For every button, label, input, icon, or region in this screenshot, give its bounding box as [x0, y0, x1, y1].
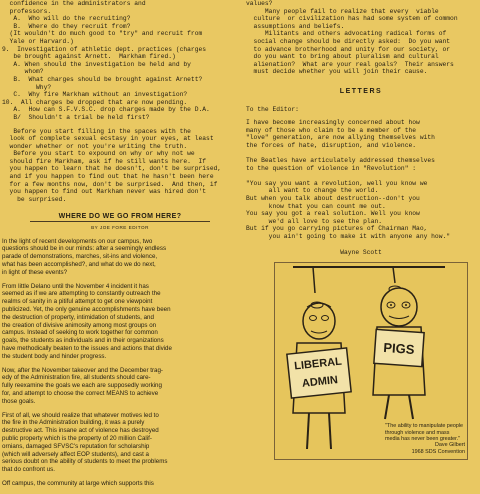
text-line: wonder whether or not you're writing the truth.	[2, 142, 188, 150]
letter-line: all want to change the world.	[246, 187, 379, 195]
text-line: and if you happen to find out that he hasn't been here	[2, 173, 214, 181]
letter-signature: Wayne Scott	[340, 248, 382, 256]
letter-line: But when you talk about destruction--don't you	[246, 195, 420, 203]
sign-left-line2: ADMIN	[301, 374, 339, 391]
letter-line: you ain't going to make it with anyone any how."	[246, 233, 451, 241]
text-line: 9. Investigation of athletic dept. practices (charges	[2, 45, 207, 53]
letter-line: the forces of hate, disruption, and violence.	[246, 141, 417, 149]
political-cartoon	[274, 262, 468, 460]
letter-body	[246, 119, 476, 241]
letter-line: But if you go carrying pictures of Chairman Mao,	[246, 225, 428, 233]
article-paragraph: From little Delano until the November 4 incident it has seemed as if we are attempting to constantly outreach the realms of sanity in a pitiful attempt to get one viewpoint publicized. Yet, the only genuine accomplishments have been the destruction of property, intimidation of students, and the creation of divisive animosity among most groups on campus. Instead of seeking to work together for common goals, the students as individuals and in their organizations have methodically beaten to the issues and actions that divide the student body and hinder progress.	[2, 282, 172, 360]
values-paragraph	[246, 0, 476, 76]
left-column	[2, 0, 238, 494]
text-line: B. What charges should be brought against Arnett?	[2, 75, 203, 83]
text-line: alienation? What are your real goals? Their answers	[246, 60, 454, 68]
letter-line: "love" generation, are now allying themselves with	[246, 134, 435, 142]
text-line: B. Where do they recruit from?	[2, 22, 131, 30]
letter-line: to the question of violence in "Revolution" :	[246, 164, 417, 172]
right-column	[246, 0, 476, 460]
letter-line: many of those who claim to be a member of the	[246, 126, 417, 134]
text-line: to advance brotherhood and unity for our society, or	[246, 45, 451, 53]
rope-left	[313, 267, 315, 293]
text-line: should fire Markham, ask if he still wants here. If	[2, 157, 207, 165]
sign-left-line1: LIBERAL	[293, 355, 343, 373]
cartoon-caption	[385, 423, 465, 455]
caption-source: 1968 SDS Convention	[411, 448, 465, 455]
rope-right	[393, 267, 395, 283]
text-line: B/ Shouldn't a trial be held first?	[2, 113, 150, 121]
left-figure-head	[303, 303, 335, 339]
article-byline: BY JOE FORE EDITOR	[91, 225, 149, 231]
letter-line: know that you can count me out.	[246, 202, 386, 210]
article-paragraph: Now, after the November takeover and the December trag- edy of the Administration fire, all students should care- fully reexamine the goals we each are supposedly working for, and attempt to choose the correct MEANS to achieve those goals.	[2, 366, 163, 405]
text-line: do you want to bring about pluralism and cultural	[246, 53, 439, 61]
article-paragraph: In the light of recent developments on our campus, two questions should be in our minds: after a seemingly endless parade of demonstrations, marches, sit-ins and violence, what has been accomplished?, and what do we do next, in light of these events?	[2, 237, 167, 276]
text-line: confidence in the administrators and	[2, 0, 146, 7]
letter-line: I have become increasingly concerned about how	[246, 119, 420, 127]
text-line: values?	[246, 0, 273, 7]
article-paragraph: First of all, we should realize that whatever motives led to the fire in the Administration building, it was a purely destructive act. This insane act of violence has destroyed public property which is the property of 20 million Calif- ornians, damaged SFVSC's reputation for scholarship (which will adversely affect EOP students), and cast a serious doubt on the ability of students to meet the problems that do confront us.	[2, 411, 168, 474]
text-line: Many people fail to realize that every viable	[246, 7, 439, 15]
article-paragraph: Off campus, the community at large which supports this	[2, 479, 154, 487]
demands-list	[2, 0, 238, 122]
left-sign	[287, 348, 351, 398]
letter-line: You say you got a real solution. Well you know	[246, 210, 420, 218]
text-line: A. Who will do the recruiting?	[2, 15, 131, 23]
text-line: professors.	[2, 7, 52, 15]
text-line: be surprised.	[2, 195, 67, 203]
text-line: A. When should the investigation be held and by	[2, 60, 191, 68]
text-line: Before you start filling in the spaces with the	[2, 127, 191, 135]
headline-rule	[30, 221, 210, 222]
caption-quote: "The ability to manipulate people through violence and mass media has never been greater."	[385, 423, 464, 442]
text-line: C. Why fire Markham without an investigation?	[2, 91, 188, 99]
letter-line: we'd all love to see the plan.	[246, 217, 383, 225]
letter-line	[246, 172, 476, 180]
text-line: assumptions and beliefs.	[246, 22, 345, 30]
article-headline: WHERE DO WE GO FROM HERE?	[58, 213, 182, 221]
text-line: whom?	[2, 68, 44, 76]
letter-line: The Beatles have articulately addressed themselves	[246, 157, 435, 165]
letter-salutation: To the Editor:	[246, 105, 299, 113]
editorial-note	[2, 128, 238, 204]
letter-line: "You say you want a revolution, well you know we	[246, 179, 428, 187]
text-line: Before you start to expound on why or why not we	[2, 150, 195, 158]
text-line: you happen to find out Markham never was hired don't	[2, 188, 207, 196]
text-line: you happen to learn that he doesn't, don't be surprised,	[2, 165, 222, 173]
caption-author: Dave Gilbert	[435, 442, 465, 449]
text-line: A. How can S.F.V.S.C. drop charges made by the D.A.	[2, 106, 210, 114]
sign-right: PIGS	[382, 340, 415, 358]
letter-line	[246, 150, 476, 158]
text-line: social change should be directly asked: Do you want	[246, 37, 451, 45]
text-line: must decide whether you will join their cause.	[246, 68, 428, 76]
text-line: look of complete sexual ecstasy in your eyes, at least	[2, 135, 214, 143]
text-line: (It wouldn't do much good to "try" and recruit from	[2, 30, 203, 38]
letters-heading: LETTERS	[339, 87, 383, 95]
text-line: Why?	[2, 83, 52, 91]
text-line: for a few months now, don't be surprised. And then, if	[2, 180, 218, 188]
text-line: 10. All charges be dropped that are now pending.	[2, 98, 188, 106]
text-line: Yale or Harvard.)	[2, 37, 74, 45]
text-line: Militants and others advocating radical forms of	[246, 30, 447, 38]
right-figure-head	[381, 288, 417, 326]
text-line: culture or civilization has had some system of common	[246, 15, 458, 23]
text-line: be brought against Arnett. Markham fired.)	[2, 53, 176, 61]
